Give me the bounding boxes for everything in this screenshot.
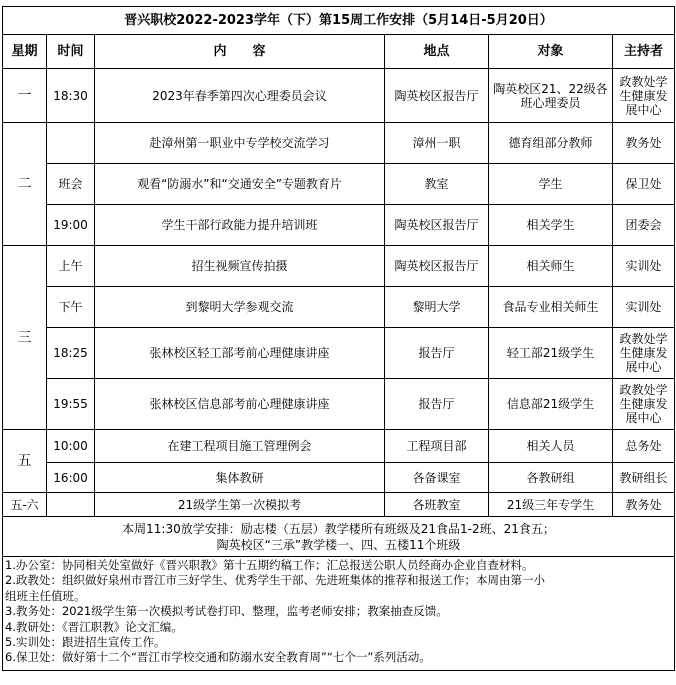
location-cell: 报告厅 xyxy=(385,379,489,430)
location-cell: 陶英校区报告厅 xyxy=(385,205,489,246)
location-cell: 工程项目部 xyxy=(385,430,489,463)
header-host: 主持者 xyxy=(613,35,675,69)
host-cell: 教研组长 xyxy=(613,463,675,493)
note-office: 1.办公室：协同相关处室做好《晋兴职教》第十五期约稿工作；汇总报送公职人员经商办企业自查材料。 xyxy=(5,558,534,572)
header-audience: 对象 xyxy=(489,35,613,69)
table-row xyxy=(3,328,675,379)
header-row xyxy=(3,35,675,69)
notes-row xyxy=(3,557,675,671)
dismissal-row xyxy=(3,517,675,557)
table-row xyxy=(3,430,675,463)
table-row xyxy=(3,123,675,164)
dismissal-line-2: 陶英校区“三承”教学楼一、四、五楼11个班级 xyxy=(216,537,461,552)
time-cell: 19:55 xyxy=(47,379,95,430)
audience-cell: 学生 xyxy=(489,164,613,205)
content-cell: 观看“防溺水”和“交通安全”专题教育片 xyxy=(95,164,385,205)
content-cell: 2023年春季第四次心理委员会议 xyxy=(95,69,385,123)
table-row xyxy=(3,69,675,123)
day-cell-fri-sat: 五-六 xyxy=(3,493,47,517)
content-cell: 21级学生第一次模拟考 xyxy=(95,493,385,517)
time-cell: 16:00 xyxy=(47,463,95,493)
content-cell: 赴漳州第一职业中专学校交流学习 xyxy=(95,123,385,164)
dismissal-note xyxy=(3,517,675,557)
location-cell: 报告厅 xyxy=(385,328,489,379)
audience-cell: 各教研组 xyxy=(489,463,613,493)
audience-cell: 陶英校区21、22级各班心理委员 xyxy=(489,69,613,123)
host-cell: 政教处学生健康发展中心 xyxy=(613,69,675,123)
title-row xyxy=(3,7,675,35)
host-cell: 总务处 xyxy=(613,430,675,463)
location-cell: 教室 xyxy=(385,164,489,205)
day-cell-monday: 一 xyxy=(3,69,47,123)
host-cell: 保卫处 xyxy=(613,164,675,205)
content-cell: 集体教研 xyxy=(95,463,385,493)
host-cell: 实训处 xyxy=(613,246,675,287)
audience-cell: 轻工部21级学生 xyxy=(489,328,613,379)
table-row xyxy=(3,164,675,205)
header-content: 内 容 xyxy=(95,35,385,69)
location-cell: 陶英校区报告厅 xyxy=(385,69,489,123)
time-cell: 19:00 xyxy=(47,205,95,246)
location-cell: 各备课室 xyxy=(385,463,489,493)
note-political: 2.政教处：组织做好泉州市晋江市三好学生、优秀学生干部、先进班集体的推荐和报送工作；本周由第一小 xyxy=(5,573,545,588)
host-cell: 团委会 xyxy=(613,205,675,246)
audience-cell: 相关人员 xyxy=(489,430,613,463)
table-row xyxy=(3,463,675,493)
content-cell: 张林校区轻工部考前心理健康讲座 xyxy=(95,328,385,379)
content-cell: 学生干部行政能力提升培训班 xyxy=(95,205,385,246)
time-cell: 上午 xyxy=(47,246,95,287)
audience-cell: 相关学生 xyxy=(489,205,613,246)
table-row xyxy=(3,493,675,517)
audience-cell: 德育组部分教师 xyxy=(489,123,613,164)
location-cell: 漳州一职 xyxy=(385,123,489,164)
content-cell: 到黎明大学参观交流 xyxy=(95,287,385,328)
table-row xyxy=(3,246,675,287)
day-cell-tuesday: 二 xyxy=(3,123,47,246)
table-title: 晋兴职校2022-2023学年（下）第15周工作安排（5月14日-5月20日） xyxy=(3,7,675,35)
audience-cell: 食品专业相关师生 xyxy=(489,287,613,328)
note-training: 5.实训处：跟进招生宣传工作。 xyxy=(5,635,166,650)
location-cell: 黎明大学 xyxy=(385,287,489,328)
time-cell: 10:00 xyxy=(47,430,95,463)
day-cell-wednesday: 三 xyxy=(3,246,47,430)
location-cell: 陶英校区报告厅 xyxy=(385,246,489,287)
time-cell xyxy=(47,493,95,517)
host-cell: 教务处 xyxy=(613,493,675,517)
location-cell: 各班教室 xyxy=(385,493,489,517)
audience-cell: 21级三年专学生 xyxy=(489,493,613,517)
time-cell: 下午 xyxy=(47,287,95,328)
content-cell: 张林校区信息部考前心理健康讲座 xyxy=(95,379,385,430)
header-time: 时间 xyxy=(47,35,95,69)
table-row xyxy=(3,205,675,246)
host-cell: 教务处 xyxy=(613,123,675,164)
day-cell-friday: 五 xyxy=(3,430,47,493)
header-day: 星期 xyxy=(3,35,47,69)
note-research: 4.教研处：《晋江职教》论文汇编。 xyxy=(5,619,183,634)
department-notes xyxy=(3,557,675,671)
header-location: 地点 xyxy=(385,35,489,69)
note-political-cont: 组班主任值班。 xyxy=(5,588,86,603)
content-cell: 招生视频宣传拍摄 xyxy=(95,246,385,287)
host-cell: 政教处学生健康发展中心 xyxy=(613,379,675,430)
schedule-table xyxy=(2,6,675,671)
time-cell xyxy=(47,123,95,164)
time-cell: 18:30 xyxy=(47,69,95,123)
time-cell: 班会 xyxy=(47,164,95,205)
table-row xyxy=(3,287,675,328)
host-cell: 政教处学生健康发展中心 xyxy=(613,328,675,379)
note-security: 6.保卫处：做好第十二个“晋江市学校交通和防溺水安全教育周”“七个一”系列活动。 xyxy=(5,650,431,665)
audience-cell: 信息部21级学生 xyxy=(489,379,613,430)
content-cell: 在建工程项目施工管理例会 xyxy=(95,430,385,463)
dismissal-line-1: 本周11:30放学安排：励志楼（五层）教学楼所有班级及21食品1-2班、21食五； xyxy=(122,521,555,536)
audience-cell: 相关师生 xyxy=(489,246,613,287)
table-row xyxy=(3,379,675,430)
time-cell: 18:25 xyxy=(47,328,95,379)
host-cell: 实训处 xyxy=(613,287,675,328)
note-academic: 3.教务处：2021级学生第一次模拟考试卷打印、整理，监考老师安排；教案抽查反馈。 xyxy=(5,604,448,619)
